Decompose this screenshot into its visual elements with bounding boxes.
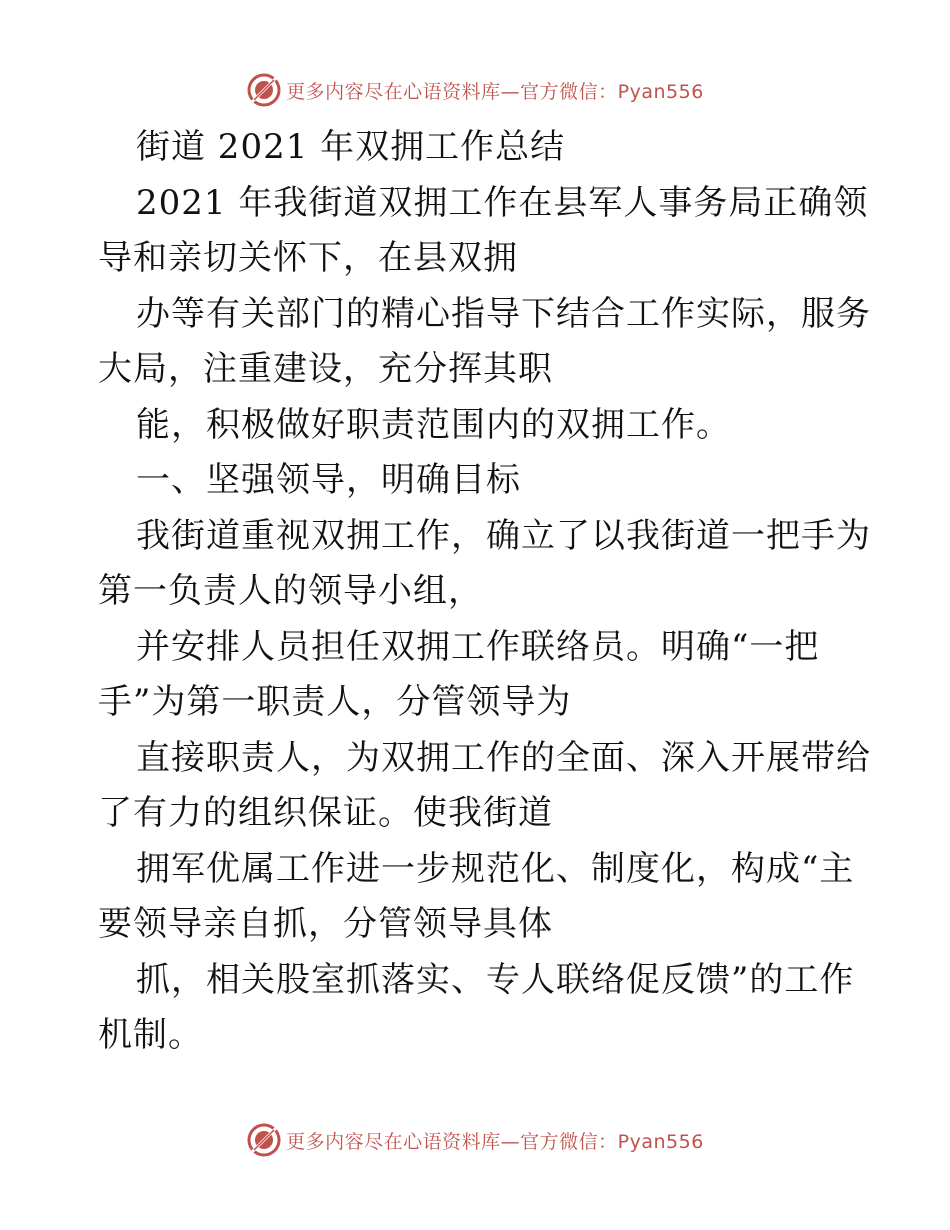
footer-banner-text: 更多内容尽在心语资料库—官方微信：Pyan556	[286, 1130, 704, 1153]
paragraph-line: 手”为第一职责人，分管领导为	[98, 682, 572, 722]
paragraph-line: 要领导亲自抓，分管领导具体	[98, 904, 553, 944]
quill-seal-icon	[246, 72, 282, 108]
paragraph-line: 我街道重视双拥工作，确立了以我街道一把手为	[136, 515, 871, 556]
header-banner	[0, 70, 950, 110]
paragraph-line: 2021 年我街道双拥工作在县军人事务局正确领	[136, 182, 869, 223]
paragraph-line: 能，积极做好职责范围内的双拥工作。	[136, 404, 731, 445]
document-title: 街道 2021 年双拥工作总结	[136, 127, 566, 167]
paragraph-line: 大局，注重建设，充分挥其职	[98, 349, 553, 389]
section-heading: 一、坚强领导，明确目标	[136, 460, 521, 500]
paragraph-line: 并安排人员担任双拥工作联络员。明确“一把	[136, 626, 820, 667]
paragraph-line: 第一负责人的领导小组，	[98, 571, 483, 611]
paragraph-line: 办等有关部门的精心指导下结合工作实际，服务	[136, 293, 871, 334]
footer-banner	[0, 1120, 950, 1160]
quill-seal-icon	[246, 1122, 282, 1158]
paragraph-line: 拥军优属工作进一步规范化、制度化，构成“主	[136, 848, 855, 889]
paragraph-line: 机制。	[98, 1015, 203, 1055]
paragraph-line: 了有力的组织保证。使我街道	[98, 793, 553, 833]
header-banner-text: 更多内容尽在心语资料库—官方微信：Pyan556	[286, 80, 704, 103]
document-body	[98, 120, 871, 1064]
paragraph-line: 导和亲切关怀下，在县双拥	[98, 238, 518, 278]
paragraph-line: 直接职责人，为双拥工作的全面、深入开展带给	[136, 737, 871, 778]
paragraph-line: 抓，相关股室抓落实、专人联络促反馈”的工作	[136, 959, 855, 1000]
